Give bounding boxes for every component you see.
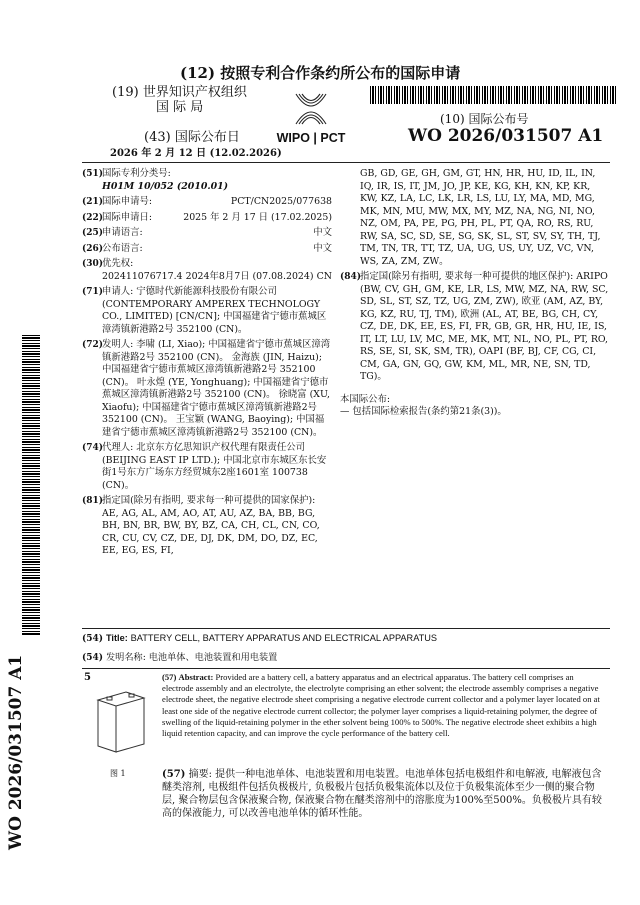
publication-date-label: (43) 国际公布日 (144, 130, 240, 145)
field-filing-language: (25) 申请语言: 中文 (82, 227, 332, 238)
field-ipc: (51) 国际专利分类号: H01M 10/052 (2010.01) (82, 168, 332, 193)
org-line-1: (19) 世界知识产权组织 (112, 85, 247, 100)
side-publication-number: WO 2026/031507 A1 (6, 654, 26, 850)
organization-name (112, 85, 247, 115)
field-publication-language: (26) 公布语言: 中文 (82, 242, 332, 254)
field-inventors: (72) 发明人: 李啸 (LI, Xiao); 中国福建省宁德市蕉城区漳湾镇新港路2号 352100 (CN)。 金海族 (JIN, Haizu); 中国福建省宁德市蕉城区漳湾镇新港路2号 352100 (CN)。 叶永煌 (YE, Yonghuang); 中国福建省宁德市蕉城区漳湾镇新港路2号 352100 (CN)。 徐晓富 (XU, Xiaofu); 中国福建省宁德市蕉城区漳湾镇新港路2号 352100 (CN)。 王宝颖 (WANG, Baoying); 中国福建省宁德市蕉城区漳湾镇新港路2号 352100 (CN)。 (82, 339, 331, 438)
wipo-logo (268, 88, 354, 146)
field-priority: (30) 优先权: 202411076717.4 2024年8月7日 (07.08.2024) CN (82, 258, 332, 282)
org-line-2: 国 际 局 (156, 100, 204, 115)
ipc-value: H01M 10/052 (2010.01) (102, 180, 229, 192)
field-application-number: (21) 国际申请号: PCT/CN2025/077638 (82, 196, 332, 207)
battery-figure (92, 686, 150, 756)
bibliographic-left-column (82, 168, 332, 561)
logo-text: WIPO | PCT (276, 131, 346, 145)
title-chinese: 发明名称: 电池单体、电池装置和用电装置 (105, 652, 278, 663)
field-applicant: (71) 申请人: 宁德时代新能源科技股份有限公司 (CONTEMPORARY AMPEREX TECHNOLOGY CO., LIMITED) [CN/CN]; 中国福建省宁德市蕉城区漳湾镇新港路2号 352100 (CN)。 (82, 286, 327, 335)
title-english-row: (54) Title: BATTERY CELL, BATTERY APPARATUS AND ELECTRICAL APPARATUS (82, 633, 438, 644)
title-english: BATTERY CELL, BATTERY APPARATUS AND ELECTRICAL APPARATUS (130, 633, 438, 643)
publication-number-label: (10) 国际公布号 (440, 112, 529, 126)
figure-caption: 图 1 (110, 769, 126, 778)
field-filing-date: (22) 国际申请日: 2025 年 2 月 17 日 (17.02.2025) (82, 211, 332, 223)
figure-reference-number: 5 (84, 672, 91, 683)
field-designated-national: (81) 指定国(除另有指明, 要求每一种可提供的国家保护): AE, AG, AL, AM, AO, AT, AU, AZ, BA, BB, BG, BH, BN, BR, BW, BY, BZ, CA, CH, CL, CN, CO, CR, CU, CV, CZ, DE, DJ, DK, DM, DO, DZ, EC, EE, EG, ES, FI, (82, 495, 320, 556)
published-section: 本国际公布: — 包括国际检索报告(条约第21条(3))。 (340, 393, 507, 417)
abstract-english: (57) Abstract: Provided are a battery cell, a battery apparatus and an electrical apparatus. The battery cell comprises an electrode assembly and an electrolyte, the electrolyte comprising an ether solvent; the electrode assembly comprises a negative electrode sheet, the negative electrode sheet comprising a negative electrode current collector and a polymer layer located on at least one side of the negative electrode current collector; the polymer layer comprises a liquid-retaining polymer, the degree of swelling of the liquid-retaining polymer in the ether solvent being 100% to 500%. The negative electrode sheet exhibits a high liquid retention capacity, and can improve the cycle performance of the battery cell. (162, 672, 600, 739)
abstract-chinese: (57) 摘要: 提供一种电池单体、电池装置和用电装置。电池单体包括电极组件和电解液, 电解液包含醚类溶剂, 电极组件包括负极极片, 负极极片包括负极集流体以及位于负极集流体至少一侧的聚合物层, 聚合物层包含保液聚合物, 保液聚合物在醚类溶剂中的溶胀度为100%至500%。负极极片具有较高的保液能力, 可以改善电池单体的循环性能。 (162, 769, 602, 819)
document-kind-title: (12) 按照专利合作条约所公布的国际申请 (180, 64, 461, 82)
bibliographic-right-column (340, 168, 610, 419)
abstract-divider (82, 668, 610, 669)
field-agent: (74) 代理人: 北京东方亿思知识产权代理有限责任公司 (BEIJING EAST IP LTD.); 中国北京市东城区东长安街1号东方广场东方经贸城东2座1601室 100738 (CN)。 (82, 442, 327, 491)
field-designated-regional: (84) 指定国(除另有指明, 要求每一种可提供的地区保护): ARIPO (BW, CV, GH, GM, KE, LR, LS, MW, MZ, NA, RW, SC, SD, SL, ST, SZ, TZ, UG, ZM, ZW), 欧亚 (AM, AZ, BY, KG, KZ, RU, TJ, TM), 欧洲 (AL, AT, BE, BG, CH, CY, CZ, DE, DK, EE, ES, FI, FR, GB, GR, HR, HU, IE, IS, IT, LT, LU, LV, MC, ME, MK, MT, NL, NO, PL, PT, RO, RS, SE, SI, SK, SM, TR), OAPI (BF, BJ, CF, CG, CI, CM, GA, GN, GQ, GW, KM, ML, MR, NE, SN, TD, TG)。 (340, 271, 609, 382)
publication-number: WO 2026/031507 A1 (408, 126, 604, 146)
title-chinese-row: (54) 发明名称: 电池单体、电池装置和用电装置 (82, 652, 278, 663)
barcode-horizontal (370, 86, 618, 104)
title-divider (82, 628, 610, 629)
publication-date: 2026 年 2 月 12 日 (12.02.2026) (110, 148, 282, 159)
header-divider (82, 162, 610, 163)
barcode-vertical (22, 335, 40, 635)
field-designated-national-continued: GB, GD, GE, GH, GM, GT, HN, HR, HU, ID, IL, IN, IQ, IR, IS, IT, JM, JO, JP, KE, KG, KH, KN, KP, KR, KW, KZ, LA, LC, LK, LR, LS, LU, LY, MA, MD, MG, MK, MN, MU, MW, MX, MY, MZ, NA, NG, NI, NO, NZ, OM, PA, PE, PG, PH, PL, PT, QA, RO, RS, RU, RW, SA, SC, SD, SE, SG, SK, SL, ST, SV, SY, TH, TJ, TM, TN, TR, TT, TZ, UA, UG, US, UY, UZ, VC, VN, WS, ZA, ZM, ZW。 (360, 168, 601, 267)
